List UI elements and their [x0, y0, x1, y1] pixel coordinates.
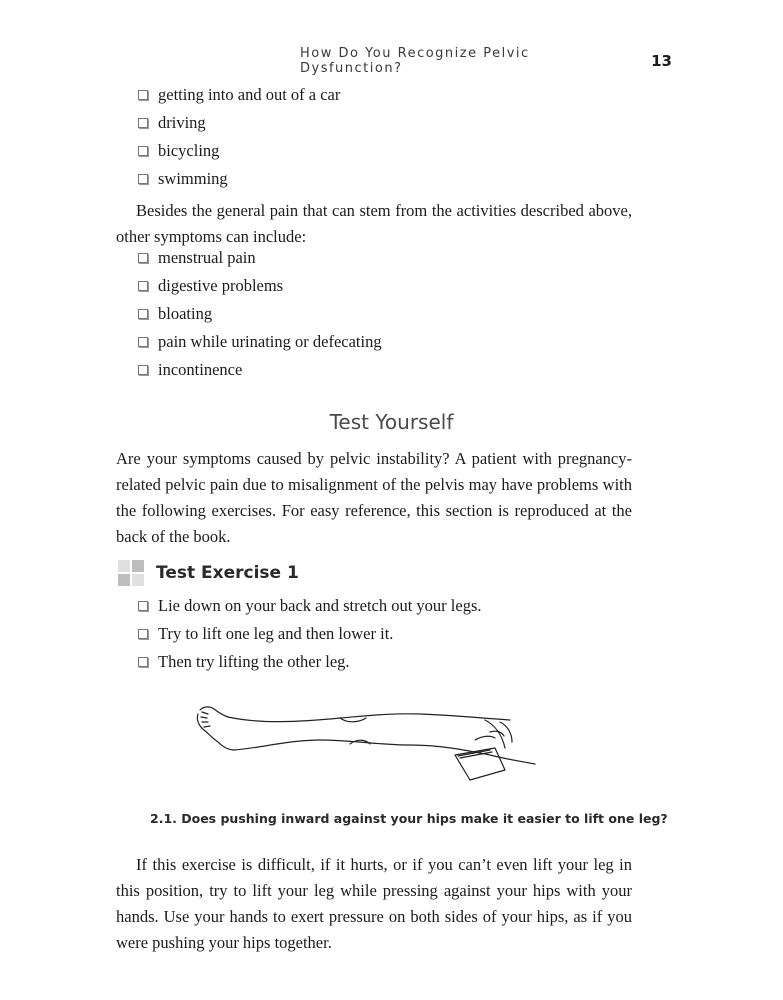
- list-item: [138, 165, 340, 193]
- paragraph-symptoms: Besides the general pain that can stem from the activities described above, other symptoms can include:: [116, 201, 632, 246]
- checkbox-icon: [138, 337, 148, 347]
- paragraph-intro: Are your symptoms caused by pelvic instability? A patient with pregnancy-related pelvic pain due to misalignment of the pelvis may have problems with the following exercises. For easy reference, this section is reproduced at the back of the book.: [116, 449, 632, 546]
- checkbox-icon: [138, 253, 148, 263]
- list-item: [138, 272, 382, 300]
- checkbox-icon: [138, 118, 148, 128]
- symptoms-list: [138, 244, 382, 384]
- list-item: [138, 300, 382, 328]
- list-item-text: Try to lift one leg and then lower it.: [158, 624, 394, 643]
- list-item-text: swimming: [158, 169, 228, 188]
- checkbox-icon: [138, 174, 148, 184]
- checkbox-icon: [138, 657, 148, 667]
- running-title: How Do You Recognize Pelvic Dysfunction?: [300, 46, 530, 76]
- exercise-steps-list: [138, 592, 482, 676]
- checkbox-icon: [138, 309, 148, 319]
- list-item-text: incontinence: [158, 360, 243, 379]
- exercise-title: Test Exercise 1: [156, 563, 299, 583]
- leg-illustration: [190, 700, 540, 785]
- list-item-text: menstrual pain: [158, 248, 256, 267]
- page-number: 13: [651, 52, 672, 70]
- list-item: [138, 592, 482, 620]
- activities-list: [138, 81, 340, 193]
- list-item: [138, 328, 382, 356]
- checkbox-icon: [138, 281, 148, 291]
- checkbox-icon: [138, 365, 148, 375]
- checkbox-icon: [138, 629, 148, 639]
- list-item-text: bicycling: [158, 141, 220, 160]
- list-item-text: Lie down on your back and stretch out your legs.: [158, 596, 482, 615]
- list-item-text: Then try lifting the other leg.: [158, 652, 350, 671]
- list-item: [138, 109, 340, 137]
- list-item: [138, 648, 482, 676]
- paragraph-closing: If this exercise is difficult, if it hurts, or if you can’t even lift your leg in this position, try to lift your leg while pressing against your hips with your hands. Use your hands to exert pressure on both sides of your hips, as if you were pushing your hips together.: [116, 855, 632, 952]
- section-heading: Test Yourself: [329, 410, 454, 434]
- checkbox-icon: [138, 90, 148, 100]
- list-item-text: bloating: [158, 304, 213, 323]
- checkbox-icon: [138, 146, 148, 156]
- exercise-heading: [118, 560, 299, 586]
- figure-caption: 2.1. Does pushing inward against your hips make it easier to lift one leg?: [150, 811, 668, 826]
- checkbox-icon: [138, 601, 148, 611]
- list-item: [138, 137, 340, 165]
- list-item-text: digestive problems: [158, 276, 284, 295]
- running-header: [300, 46, 672, 76]
- list-item: [138, 620, 482, 648]
- list-item: [138, 244, 382, 272]
- list-item-text: driving: [158, 113, 206, 132]
- section-marker-icon: [118, 560, 144, 586]
- list-item: [138, 81, 340, 109]
- list-item-text: getting into and out of a car: [158, 85, 341, 104]
- list-item-text: pain while urinating or defecating: [158, 332, 382, 351]
- list-item: [138, 356, 382, 384]
